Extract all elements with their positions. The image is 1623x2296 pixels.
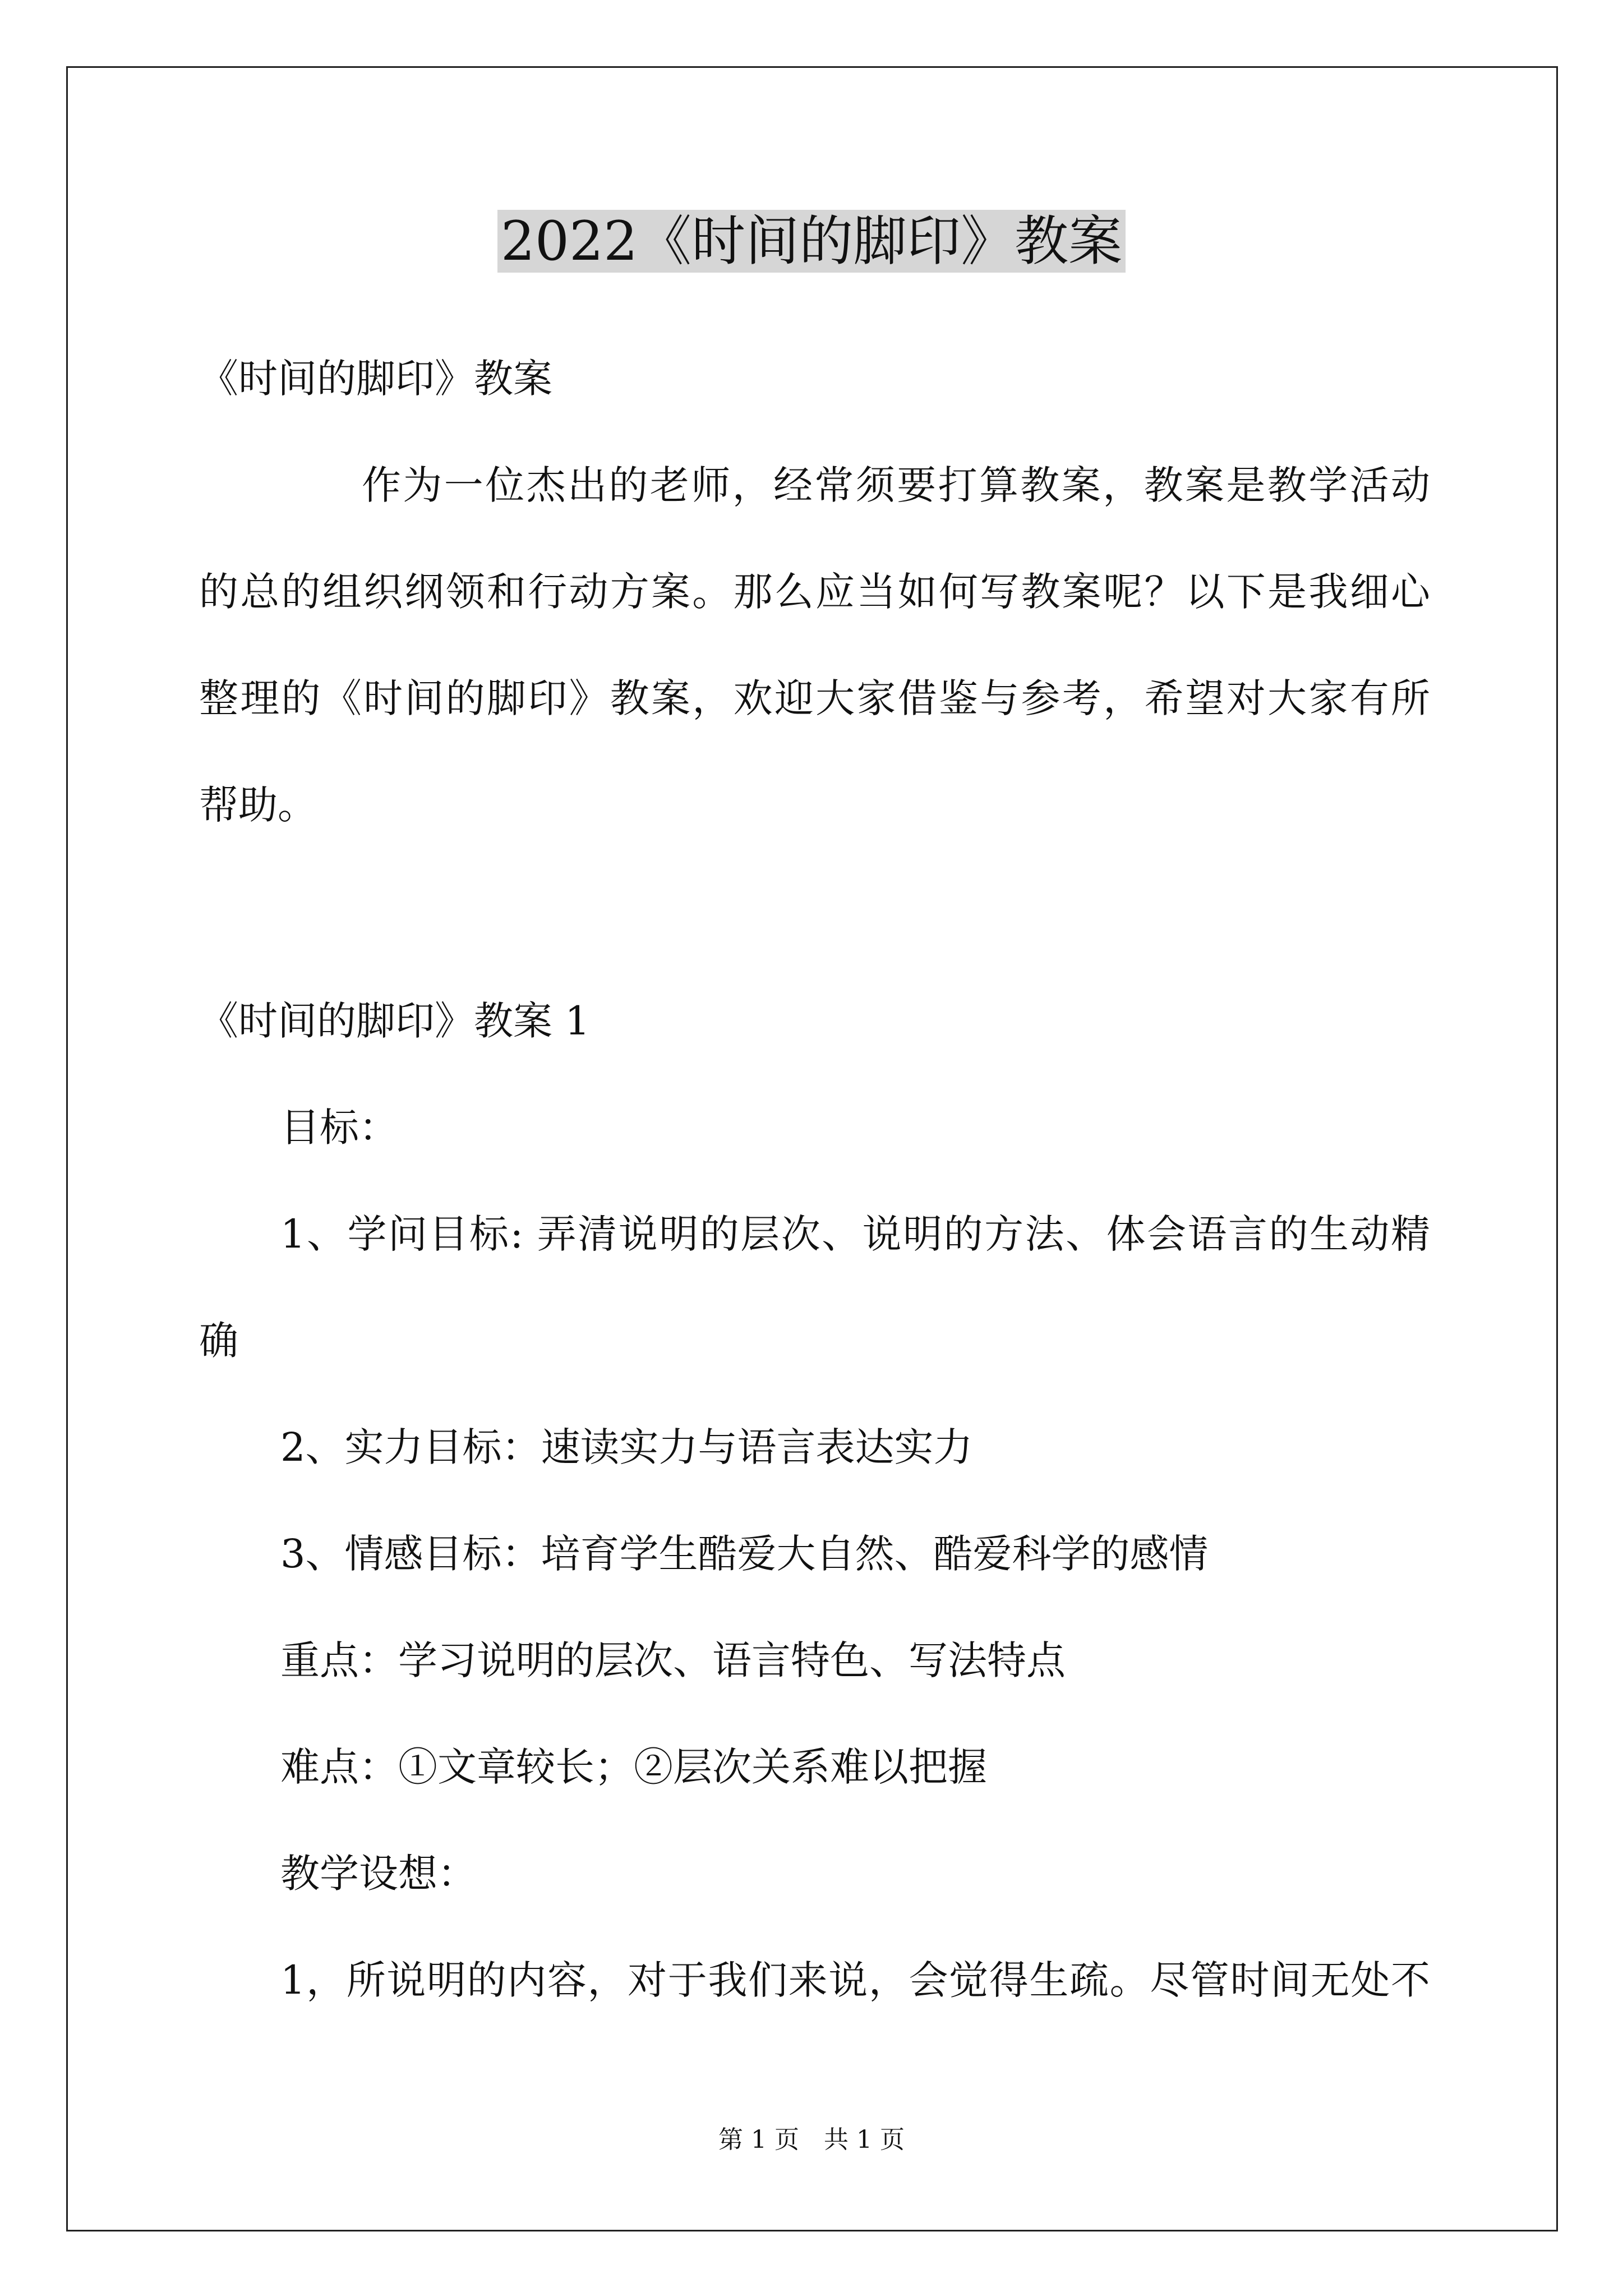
intro-line-4: 帮助。 bbox=[199, 782, 317, 828]
intro-line-2: 的总的组织纲领和行动方案。那么应当如何写教案呢？以下是我细心 bbox=[199, 569, 1430, 615]
key-points: 重点：学习说明的层次、语言特色、写法特点 bbox=[280, 1637, 1066, 1683]
intro-line-1: 作为一位杰出的老师，经常须要打算教案，教案是教学活动 bbox=[362, 462, 1430, 508]
goal-2: 2、实力目标：速读实力与语言表达实力 bbox=[280, 1424, 973, 1470]
goal-1-line-2: 确 bbox=[199, 1318, 238, 1364]
difficulties: 难点：①文章较长；②层次关系难以把握 bbox=[280, 1744, 987, 1790]
goal-3: 3、情感目标：培育学生酷爱大自然、酷爱科学的感情 bbox=[280, 1531, 1209, 1577]
teaching-idea-label: 教学设想： bbox=[280, 1851, 477, 1897]
document-title-text: 2022《时间的脚印》教案 bbox=[497, 210, 1126, 273]
goal-label: 目标： bbox=[280, 1105, 398, 1151]
document-subtitle: 《时间的脚印》教案 bbox=[199, 356, 552, 402]
page-number-footer: 第 1 页 共 1 页 bbox=[718, 2125, 905, 2154]
section-heading: 《时间的脚印》教案 1 bbox=[199, 998, 590, 1044]
idea-1-line-1: 1，所说明的内容，对于我们来说，会觉得生疏。尽管时间无处不 bbox=[280, 1957, 1430, 2003]
document-title bbox=[0, 205, 1623, 278]
goal-1-line-1: 1、学问目标: 弄清说明的层次、说明的方法、体会语言的生动精 bbox=[280, 1211, 1430, 1257]
intro-line-3: 整理的《时间的脚印》教案，欢迎大家借鉴与参考，希望对大家有所 bbox=[199, 675, 1430, 721]
